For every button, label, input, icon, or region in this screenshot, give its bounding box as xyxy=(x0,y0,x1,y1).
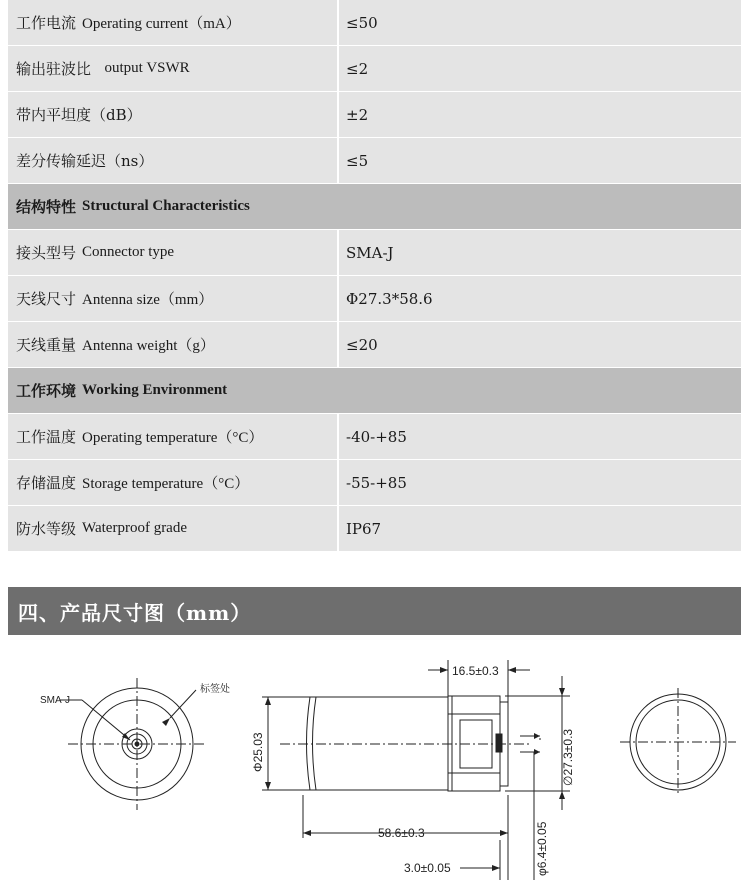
dim-cap-diameter: ∅27.3±0.3 xyxy=(561,728,575,786)
spec-value: ±2 xyxy=(339,92,741,137)
spec-row xyxy=(8,276,741,321)
spec-value: ≤20 xyxy=(339,322,741,367)
spec-name: 存储温度 Storage temperature（°C） xyxy=(8,460,337,505)
section-header-structural: 结构特性 Structural Characteristics xyxy=(8,184,741,229)
dim-connector-diameter: φ6.4±0.05 xyxy=(535,821,549,876)
spec-row xyxy=(8,92,741,137)
spec-row xyxy=(8,506,741,551)
dim-body-diameter: Φ25.03 xyxy=(251,732,265,772)
spec-value: ≤2 xyxy=(339,46,741,91)
dimension-drawing xyxy=(0,640,750,883)
dim-bottom-length: 3.0±0.05 xyxy=(404,861,451,875)
spec-name: 天线重量 Antenna weight（g） xyxy=(8,322,337,367)
section-banner-dimensions: 四、产品尺寸图（mm） xyxy=(8,587,741,635)
spec-name: 输出驻波比 output VSWR xyxy=(8,46,337,91)
spec-row xyxy=(8,138,741,183)
spec-value: IP67 xyxy=(339,506,741,551)
spec-value: -40-+85 xyxy=(339,414,741,459)
spec-value: Φ27.3*58.6 xyxy=(339,276,741,321)
dim-top-length: 16.5±0.3 xyxy=(452,664,499,678)
label-sma-j: SMA-J xyxy=(40,695,70,706)
end-view-connector xyxy=(60,678,206,810)
spec-row xyxy=(8,46,741,91)
spec-row xyxy=(8,414,741,459)
side-view xyxy=(262,660,570,880)
spec-row xyxy=(8,460,741,505)
spec-table xyxy=(8,0,741,552)
spec-row xyxy=(8,230,741,275)
spec-name: 带内平坦度（dB） xyxy=(8,92,337,137)
spec-value: SMA-J xyxy=(339,230,741,275)
spec-value: ≤50 xyxy=(339,0,741,45)
spec-row xyxy=(8,0,741,45)
section-header-environment: 工作环境 Working Environment xyxy=(8,368,741,413)
spec-value: -55-+85 xyxy=(339,460,741,505)
dim-total-length: 58.6±0.3 xyxy=(378,826,425,840)
spec-row xyxy=(8,322,741,367)
spec-name: 工作电流 Operating current（mA） xyxy=(8,0,337,45)
spec-name: 防水等级 Waterproof grade xyxy=(8,506,337,551)
spec-name: 天线尺寸 Antenna size（mm） xyxy=(8,276,337,321)
label-area-text: 标签处 xyxy=(200,684,230,695)
spec-name: 差分传输延迟（ns） xyxy=(8,138,337,183)
spec-name: 接头型号 Connector type xyxy=(8,230,337,275)
spec-name: 工作温度 Operating temperature（°C） xyxy=(8,414,337,459)
rear-view xyxy=(620,688,736,796)
spec-value: ≤5 xyxy=(339,138,741,183)
